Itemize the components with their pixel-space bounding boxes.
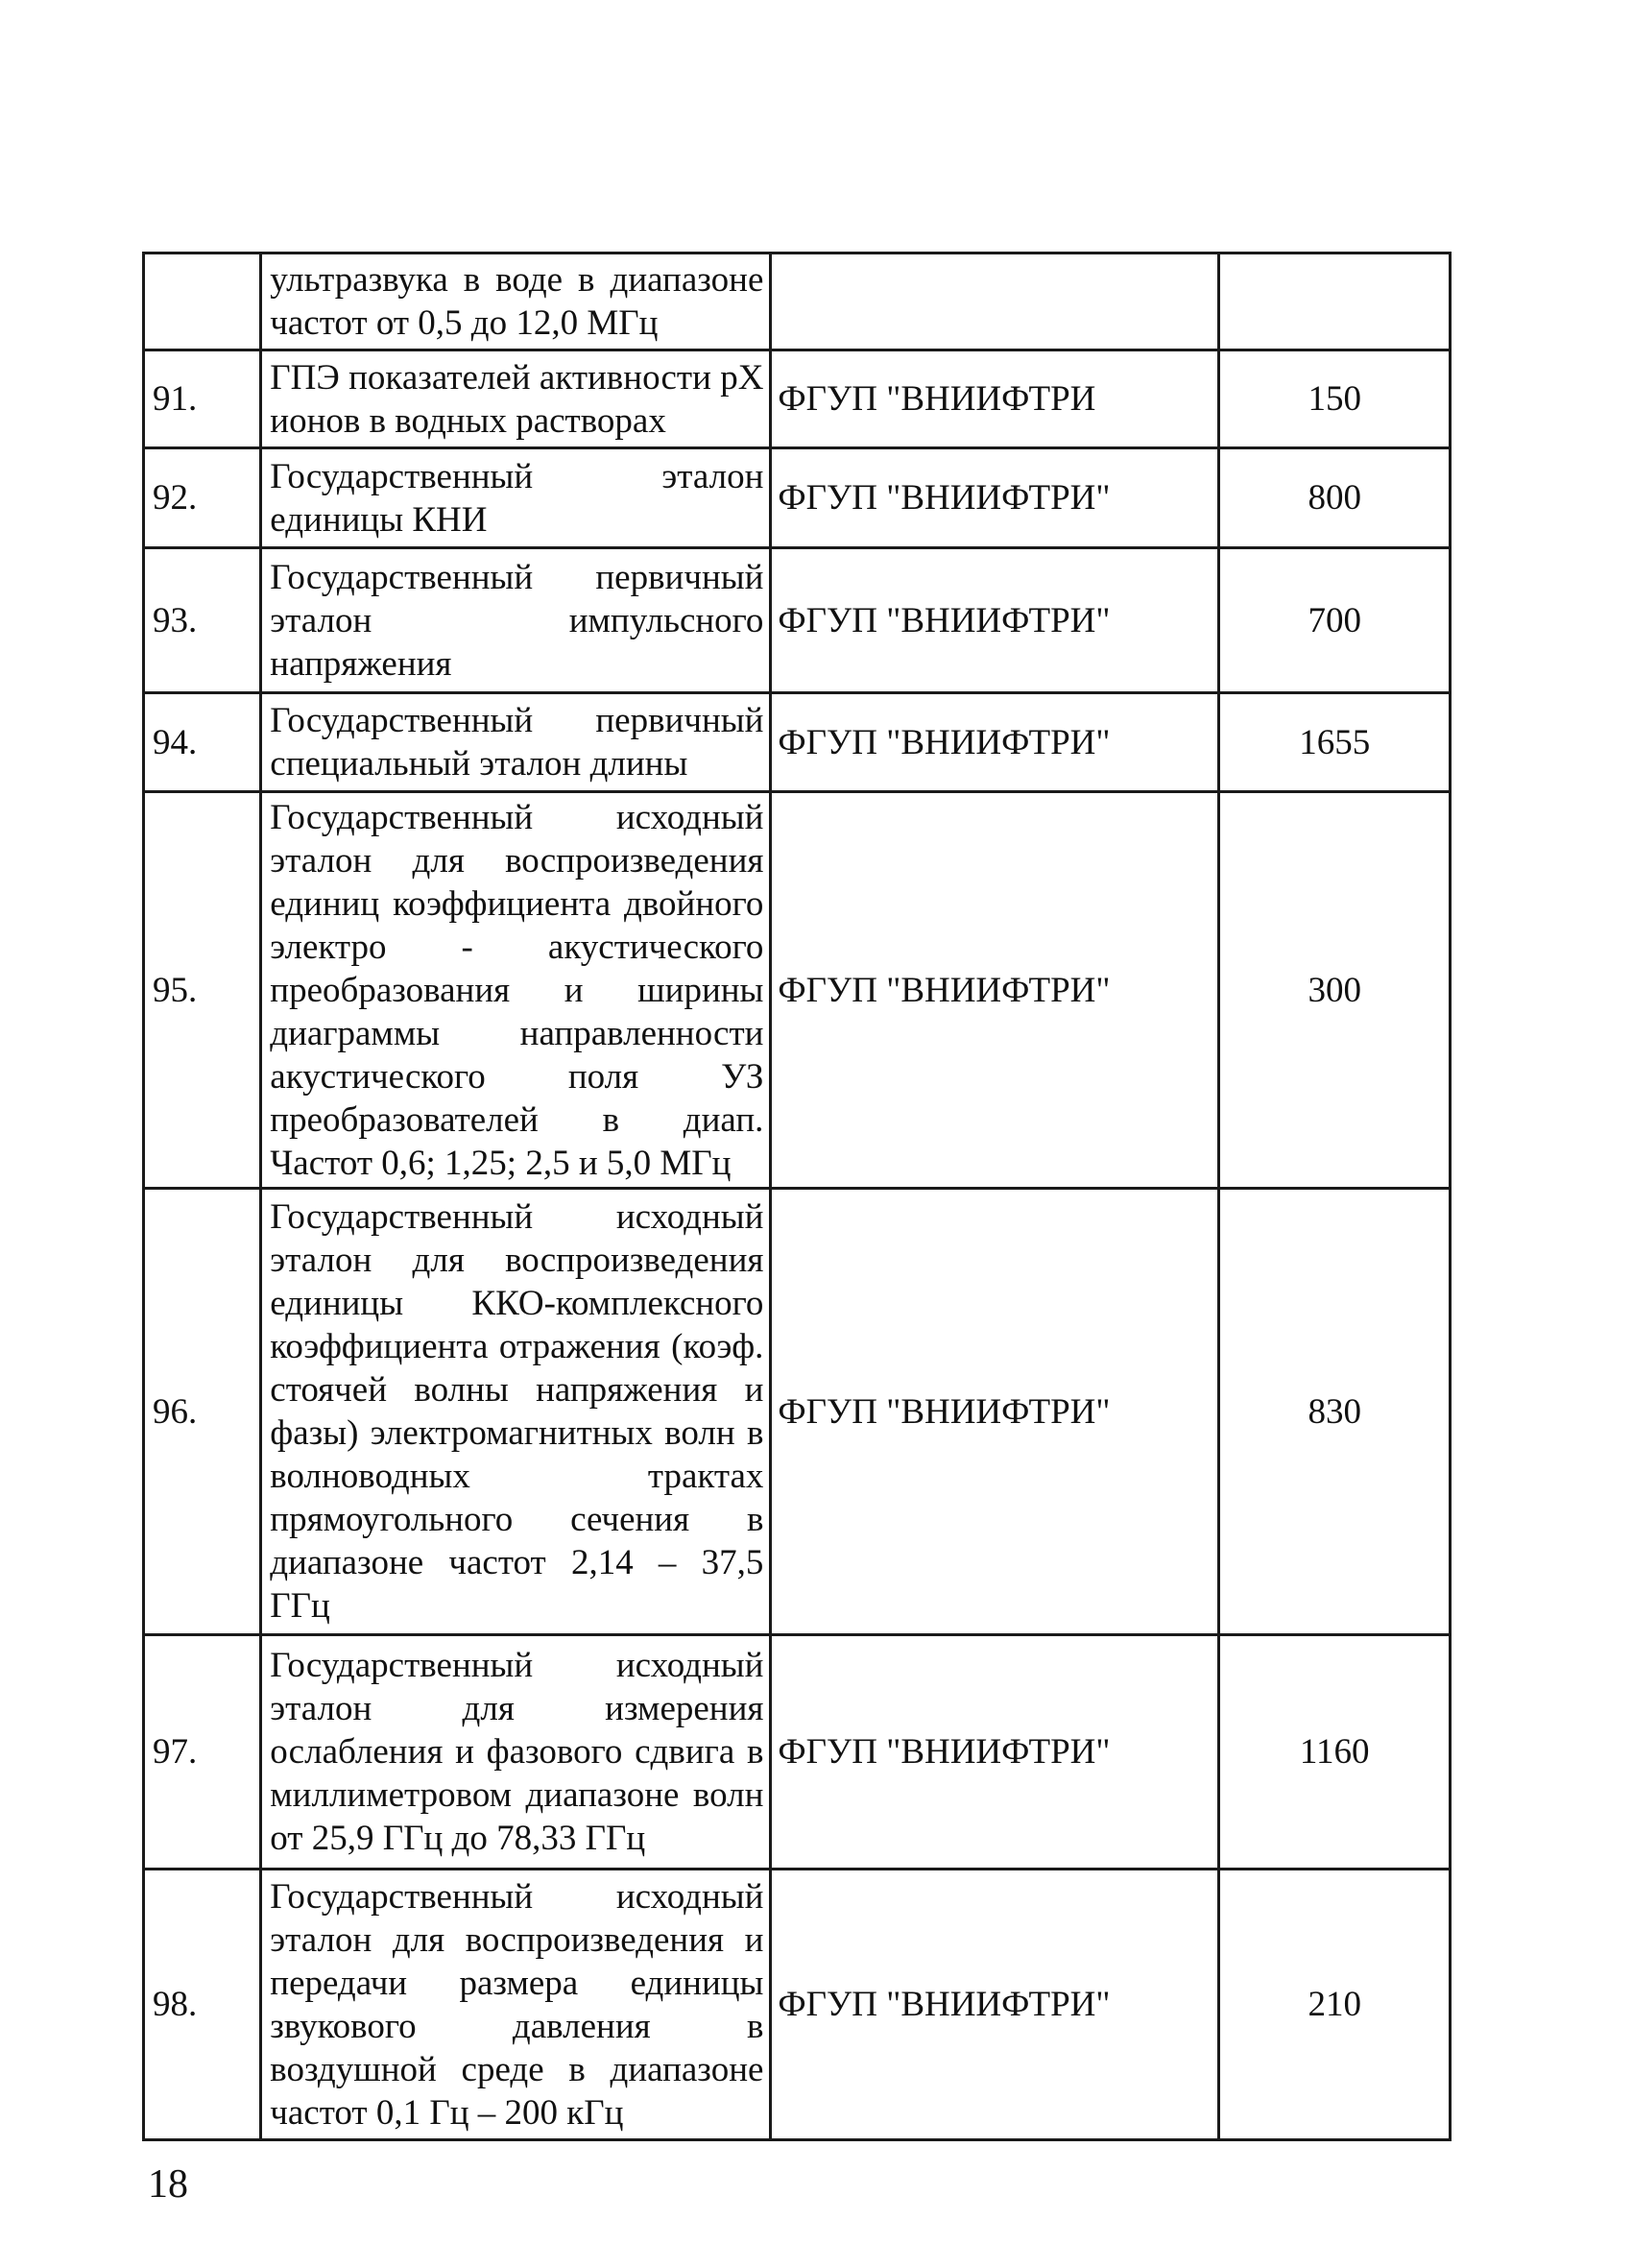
row-organization (771, 253, 1219, 350)
row-value (1219, 253, 1451, 350)
row-value: 150 (1219, 350, 1451, 448)
table-row (144, 253, 1451, 350)
row-description: Государственный исходный эталон для измерения ослабления и фазового сдвига в миллиметровом диапазоне волн от 25,9 ГГц до 78,33 ГГц (261, 1635, 771, 1870)
table-row (144, 792, 1451, 1189)
row-number: 98. (144, 1870, 261, 2140)
row-organization: ФГУП "ВНИИФТРИ" (771, 1870, 1219, 2140)
standards-table (142, 252, 1452, 2141)
table-row (144, 693, 1451, 792)
row-number: 92. (144, 448, 261, 548)
row-number (144, 253, 261, 350)
row-description: Государственный исходный эталон для воспроизведения единицы ККО-комплексного коэффициента отражения (коэф. стоячей волны напряжения и фазы) электромагнитных волн в волноводных трактах прямоугольного сечения в диапазоне частот 2,14 – 37,5 ГГц (261, 1189, 771, 1635)
page-number: 18 (148, 2162, 188, 2207)
row-organization: ФГУП "ВНИИФТРИ" (771, 1189, 1219, 1635)
table-row (144, 448, 1451, 548)
table-row (144, 548, 1451, 693)
row-number: 97. (144, 1635, 261, 1870)
row-description: ГПЭ показателей активности рХ ионов в водных растворах (261, 350, 771, 448)
row-value: 830 (1219, 1189, 1451, 1635)
row-organization: ФГУП "ВНИИФТРИ (771, 350, 1219, 448)
table-row (144, 350, 1451, 448)
row-value: 800 (1219, 448, 1451, 548)
table-row (144, 1870, 1451, 2140)
row-description: Государственный первичный эталон импульсного напряжения (261, 548, 771, 693)
row-description: Государственный эталон единицы КНИ (261, 448, 771, 548)
row-description: Государственный исходный эталон для воспроизведения и передачи размера единицы звукового давления в воздушной среде в диапазоне частот 0,1 Гц – 200 кГц (261, 1870, 771, 2140)
row-value: 1160 (1219, 1635, 1451, 1870)
row-description: Государственный исходный эталон для воспроизведения единиц коэффициента двойного электро - акустического преобразования и ширины диаграммы направленности акустического поля УЗ преобразователей в диап. Частот 0,6; 1,25; 2,5 и 5,0 МГц (261, 792, 771, 1189)
row-organization: ФГУП "ВНИИФТРИ" (771, 693, 1219, 792)
row-number: 91. (144, 350, 261, 448)
row-description: ультразвука в воде в диапазоне частот от 0,5 до 12,0 МГц (261, 253, 771, 350)
table-row (144, 1189, 1451, 1635)
row-number: 94. (144, 693, 261, 792)
row-value: 1655 (1219, 693, 1451, 792)
row-number: 96. (144, 1189, 261, 1635)
row-number: 93. (144, 548, 261, 693)
row-value: 700 (1219, 548, 1451, 693)
table-row (144, 1635, 1451, 1870)
row-description: Государственный первичный специальный эталон длины (261, 693, 771, 792)
row-organization: ФГУП "ВНИИФТРИ" (771, 792, 1219, 1189)
row-organization: ФГУП "ВНИИФТРИ" (771, 448, 1219, 548)
row-value: 210 (1219, 1870, 1451, 2140)
row-organization: ФГУП "ВНИИФТРИ" (771, 548, 1219, 693)
row-value: 300 (1219, 792, 1451, 1189)
row-organization: ФГУП "ВНИИФТРИ" (771, 1635, 1219, 1870)
row-number: 95. (144, 792, 261, 1189)
